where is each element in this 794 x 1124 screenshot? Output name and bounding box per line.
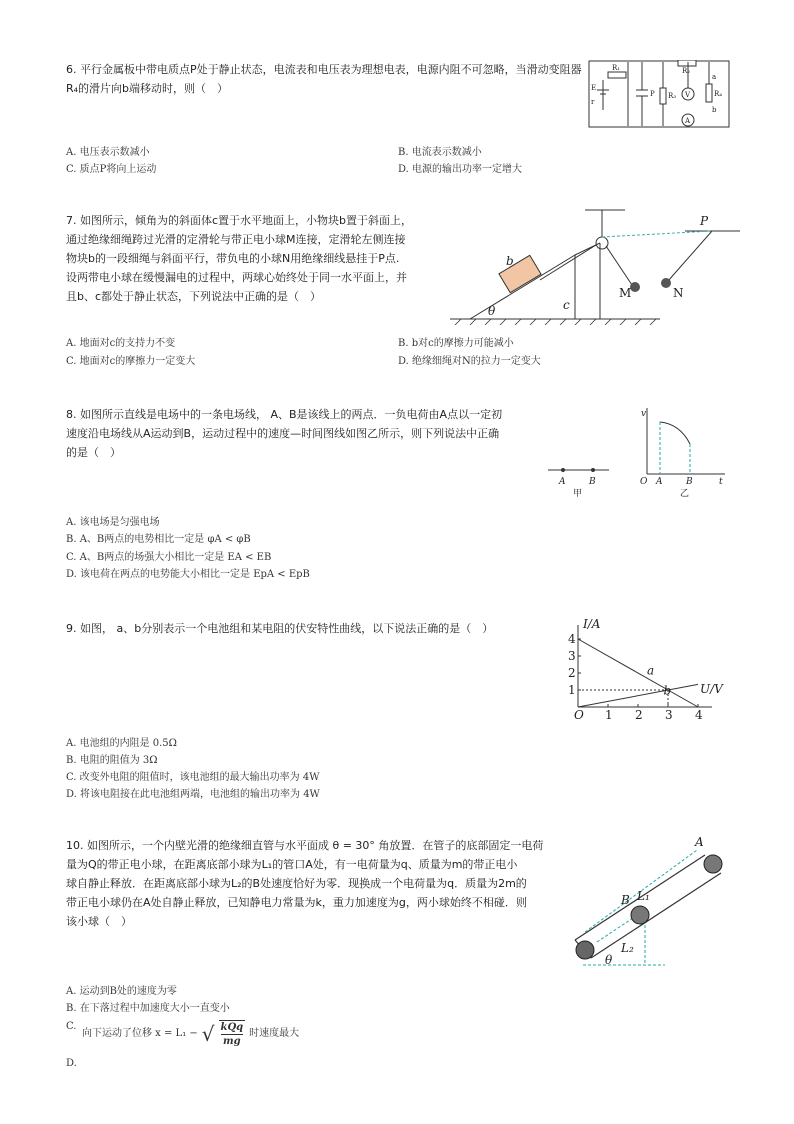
point-p-label: P	[700, 214, 709, 228]
r-label: r	[591, 98, 595, 106]
r2-label: R₂	[682, 67, 691, 75]
q7-stem-line: 物块b的一段细绳与斜面平行，带负电的小球N用绝缘细线悬挂于P点.	[66, 252, 400, 265]
q9-option-b: B. 电阻的阻值为 3Ω	[66, 755, 158, 766]
fig-jia-label: 甲	[573, 489, 583, 499]
series-line-a	[578, 639, 698, 707]
a-label: a	[712, 73, 717, 81]
y-tick-label: 2	[568, 666, 576, 680]
q7-stem-line: 通过绝缘细绳跨过光滑的定滑轮与带正电小球M连接，定滑轮左侧连接	[66, 233, 406, 246]
point-b-label: B	[621, 893, 630, 907]
e-label: E	[591, 84, 597, 92]
fig-yi-label: 乙	[680, 489, 690, 499]
q8-option-c: C. A、B两点的场强大小相比一定是 EA < EB	[66, 552, 272, 563]
option-c-text: 向下运动了位移 x = L₁ −	[82, 1028, 198, 1039]
q8-stem-line: 8. 如图所示直线是电场中的一条电场线， A、B是该线上的两点．一负电荷由A点以一定初	[66, 408, 503, 421]
q10-option-c-formula	[82, 1020, 299, 1048]
b-label: b	[712, 106, 717, 114]
q10-stem-line: 10. 如图所示，一个内壁光滑的绝缘细直管与水平面成 θ = 30° 角放置．在管子的底部固定一电荷	[66, 839, 544, 852]
q7-incline-diagram	[450, 205, 740, 325]
v-axis-label: v	[641, 409, 647, 419]
series-label-a: a	[647, 663, 655, 678]
q6-stem: 6. 平行金属板中带电质点P处于静止状态，电流表和电压表为理想电表，电源内阻不可忽略，当滑动变阻器R₄的滑片向b端移动时，则（ ）	[66, 63, 582, 95]
q9-option-a: A. 电池组的内阻是 0.5Ω	[66, 738, 177, 749]
ammeter-label: A	[685, 117, 691, 125]
q9-stem: 9. 如图， a、b分别表示一个电池组和某电阻的伏安特性曲线，以下说法正确的是（ ）	[66, 622, 494, 635]
q8-stem-line: 速度沿电场线从A运动到B，运动过程中的速度—时间图线如图乙所示，则下列说法中正确	[66, 427, 500, 440]
q6-circuit-diagram	[588, 60, 733, 132]
origin-label: O	[640, 477, 648, 487]
q6-option-d: D. 电源的输出功率一定增大	[398, 164, 523, 175]
q7-option-a: A. 地面对c的支持力不变	[66, 338, 176, 349]
q9-iv-chart	[560, 615, 735, 725]
p-label: P	[650, 90, 655, 98]
q8-option-d: D. 该电荷在两点的电势能大小相比一定是 EpA < EpB	[66, 569, 310, 580]
y-tick-label: 4	[568, 632, 576, 646]
q10-tube-diagram	[565, 830, 735, 975]
q7-stem-line: 7. 如图所示，倾角为的斜面体c置于水平地面上，小物块b置于斜面上，	[66, 214, 413, 227]
q10-option-b: B. 在下落过程中加速度大小一直变小	[66, 1003, 230, 1014]
q9-option-c: C. 改变外电阻的阻值时，该电池组的最大输出功率为 4W	[66, 772, 320, 783]
sqrt-symbol: √	[201, 1022, 215, 1046]
y-tick-label: 1	[568, 683, 576, 697]
q10-option-d: D.	[66, 1058, 77, 1069]
q7-stem	[66, 211, 436, 306]
x-tick-label: 3	[665, 708, 673, 722]
q8-stem-line: 的是（ ）	[66, 446, 121, 459]
point-a-label: A	[695, 835, 704, 849]
series-label-b: b	[663, 683, 672, 698]
point-b-label: B	[589, 477, 596, 487]
series-line-b	[578, 684, 698, 707]
voltmeter-label: V	[685, 91, 691, 99]
theta-label: θ	[605, 953, 613, 967]
origin-label: O	[574, 708, 584, 722]
r4-label: R₄	[714, 90, 723, 98]
q8-field-line-diagram	[545, 460, 615, 500]
q10-stem-line: 带正电小球仍在A处自静止释放，已知静电力常量为k，重力加速度为g，两小球始终不相碰．则	[66, 896, 527, 909]
option-c-tail: 时速度最大	[249, 1028, 300, 1039]
q8-vt-graph	[635, 404, 730, 500]
q10-stem-line: 量为Q的带正电小球，在距离底部小球为L₁的管口A处，有一电荷量为q、质量为m的带正电小	[66, 858, 518, 871]
q8-option-b: B. A、B两点的电势相比一定是 φA < φB	[66, 534, 251, 545]
t-axis-label: t	[719, 477, 723, 487]
q10-option-a: A. 运动到B处的速度为零	[66, 986, 177, 997]
q6-option-a: A. 电压表示数减小	[66, 147, 150, 158]
r1-label: R₁	[612, 64, 621, 72]
q7-option-d: D. 绝缘细绳对N的拉力一定变大	[398, 356, 541, 367]
incline-c-label: c	[563, 298, 570, 312]
q7-option-c: C. 地面对c的摩擦力一定变大	[66, 356, 196, 367]
q10-option-c: C.	[66, 1021, 77, 1032]
q8-option-a: A. 该电场是匀强电场	[66, 517, 160, 528]
q7-stem-line: 设两带电小球在缓慢漏电的过程中，两球心始终处于同一水平面上，并	[66, 271, 407, 284]
graph-a-label: A	[656, 477, 663, 487]
q9-option-d: D. 将该电阻接在此电池组两端，电池组的输出功率为 4W	[66, 789, 320, 800]
ball-m-label: M	[619, 286, 632, 300]
l2-label: L₂	[621, 941, 634, 955]
q7-stem-line: 且b、c都处于静止状态，下列说法中正确的是（ ）	[66, 290, 322, 303]
fraction	[219, 1020, 246, 1048]
x-tick-label: 1	[605, 708, 613, 722]
fraction-numerator: kQq	[220, 1022, 244, 1033]
q6-option-c: C. 质点P将向上运动	[66, 164, 157, 175]
q10-stem	[66, 836, 566, 931]
l1-label: L₁	[637, 889, 650, 903]
q8-stem	[66, 405, 541, 462]
point-a-label: A	[559, 477, 566, 487]
graph-b-label: B	[686, 477, 693, 487]
ball-n-label: N	[673, 286, 684, 300]
q10-stem-line: 该小球（ ）	[66, 915, 132, 928]
q10-stem-line: 球自静止释放．在距离底部小球为L₂的B处速度恰好为零．现换成一个电荷量为q．质量为2m的	[66, 877, 527, 890]
y-axis-label: I/A	[583, 617, 601, 631]
theta-label: θ	[488, 304, 496, 318]
fraction-denominator: mg	[223, 1036, 241, 1047]
block-b-label: b	[506, 254, 514, 268]
x-axis-label: U/V	[700, 682, 723, 696]
x-tick-label: 2	[635, 708, 643, 722]
q6-option-b: B. 电流表示数减小	[398, 147, 482, 158]
y-tick-label: 3	[568, 649, 576, 663]
r3-label: R₃	[668, 92, 677, 100]
x-tick-label: 4	[695, 708, 703, 722]
q7-option-b: B. b对c的摩擦力可能减小	[398, 338, 514, 349]
